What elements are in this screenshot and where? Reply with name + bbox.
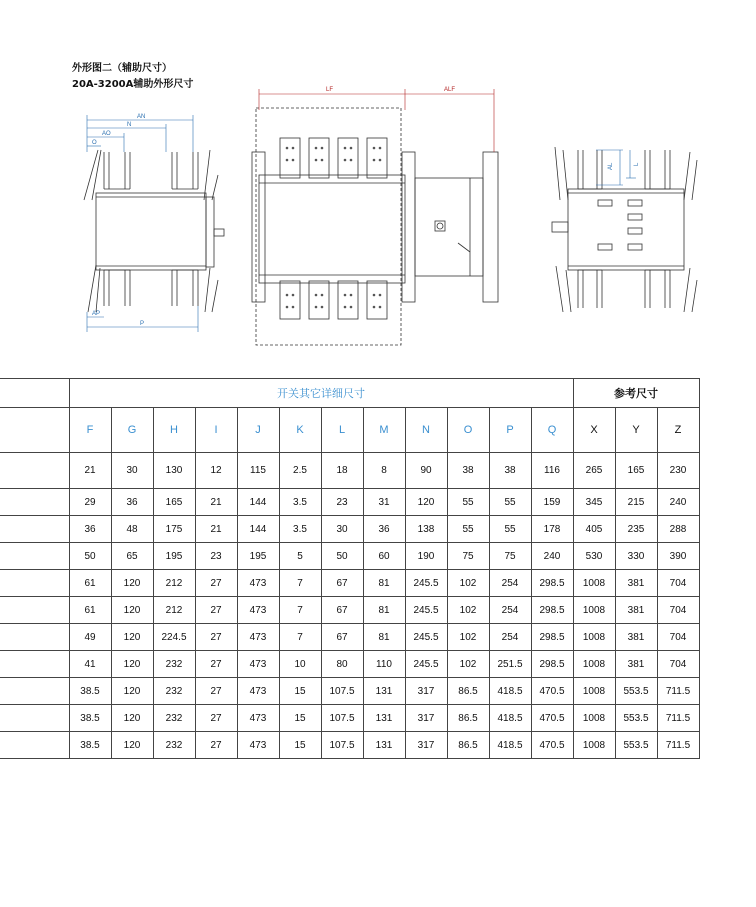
table-cell: 175 [153, 516, 195, 543]
table-cell: 27 [195, 678, 237, 705]
table-cell: 245.5 [405, 597, 447, 624]
table-cell: 7 [279, 597, 321, 624]
table-cell: 230 [657, 453, 699, 489]
table-cell: 15 [279, 678, 321, 705]
table-cell: 27 [195, 705, 237, 732]
table-cell: 130 [153, 453, 195, 489]
row-label-cell [0, 705, 69, 732]
table-cell: 120 [111, 678, 153, 705]
table-cell: 224.5 [153, 624, 195, 651]
table-row [0, 570, 699, 597]
column-header: L [321, 408, 363, 453]
column-header: H [153, 408, 195, 453]
table-cell: 3.5 [279, 516, 321, 543]
column-header: Z [657, 408, 699, 453]
table-cell: 390 [657, 543, 699, 570]
table-cell: 405 [573, 516, 615, 543]
table-corner-cell [0, 379, 69, 408]
table-cell: 30 [321, 516, 363, 543]
table-cell: 7 [279, 570, 321, 597]
table-cell: 27 [195, 651, 237, 678]
table-cell: 704 [657, 597, 699, 624]
row-label-cell [0, 543, 69, 570]
table-cell: 50 [321, 543, 363, 570]
table-cell: 21 [195, 516, 237, 543]
table-cell: 107.5 [321, 705, 363, 732]
table-cell: 10 [279, 651, 321, 678]
table-cell: 18 [321, 453, 363, 489]
table-cell: 21 [195, 489, 237, 516]
table-cell: 115 [237, 453, 279, 489]
column-header: X [573, 408, 615, 453]
table-cell: 711.5 [657, 705, 699, 732]
table-cell: 50 [69, 543, 111, 570]
table-cell: 55 [447, 516, 489, 543]
table-cell: 120 [111, 705, 153, 732]
table-cell: 27 [195, 624, 237, 651]
table-cell: 49 [69, 624, 111, 651]
label-ao: AO [102, 131, 111, 137]
table-cell: 473 [237, 570, 279, 597]
reference-title-cell: 参考尺寸 [573, 379, 699, 408]
table-cell: 470.5 [531, 705, 573, 732]
row-label-cell [0, 570, 69, 597]
column-header: Y [615, 408, 657, 453]
table-cell: 38.5 [69, 732, 111, 759]
table-cell: 144 [237, 489, 279, 516]
table-cell: 12 [195, 453, 237, 489]
center-view-dimensions [259, 89, 494, 152]
table-cell: 381 [615, 570, 657, 597]
table-cell: 704 [657, 624, 699, 651]
table-cell: 473 [237, 678, 279, 705]
table-cell: 81 [363, 597, 405, 624]
table-cell: 27 [195, 597, 237, 624]
column-header: K [279, 408, 321, 453]
table-cell: 553.5 [615, 732, 657, 759]
table-cell: 29 [69, 489, 111, 516]
table-cell: 15 [279, 705, 321, 732]
table-cell: 41 [69, 651, 111, 678]
table-cell: 711.5 [657, 678, 699, 705]
table-cell: 120 [111, 732, 153, 759]
table-cell: 90 [405, 453, 447, 489]
label-n: N [127, 122, 132, 128]
table-cell: 473 [237, 732, 279, 759]
table-cell: 86.5 [447, 732, 489, 759]
table-cell: 55 [489, 516, 531, 543]
table-cell: 131 [363, 705, 405, 732]
table-cell: 232 [153, 651, 195, 678]
table-row [0, 651, 699, 678]
table-row [0, 489, 699, 516]
table-cell: 1008 [573, 651, 615, 678]
table-cell: 38 [489, 453, 531, 489]
table-cell: 2.5 [279, 453, 321, 489]
table-cell: 195 [153, 543, 195, 570]
column-header: F [69, 408, 111, 453]
table-body [0, 453, 699, 759]
table-cell: 120 [111, 597, 153, 624]
row-label-cell [0, 678, 69, 705]
table-cell: 473 [237, 624, 279, 651]
table-cell: 27 [195, 732, 237, 759]
table-cell: 120 [111, 651, 153, 678]
table-row [0, 516, 699, 543]
table-cell: 288 [657, 516, 699, 543]
table-cell: 48 [111, 516, 153, 543]
table-cell: 530 [573, 543, 615, 570]
table-cell: 1008 [573, 705, 615, 732]
table-cell: 7 [279, 624, 321, 651]
row-label-cell [0, 624, 69, 651]
table-cell: 55 [447, 489, 489, 516]
label-l: L [634, 162, 640, 166]
table-cell: 1008 [573, 624, 615, 651]
table-cell: 107.5 [321, 732, 363, 759]
table-cell: 81 [363, 624, 405, 651]
table-cell: 144 [237, 516, 279, 543]
column-header: Q [531, 408, 573, 453]
table-cell: 473 [237, 597, 279, 624]
table-cell: 65 [111, 543, 153, 570]
table-cell: 240 [657, 489, 699, 516]
table-cell: 102 [447, 624, 489, 651]
table-cell: 298.5 [531, 570, 573, 597]
table-cell: 381 [615, 624, 657, 651]
row-label-cell [0, 453, 69, 489]
table-cell: 67 [321, 570, 363, 597]
table-cell: 5 [279, 543, 321, 570]
table-cell: 1008 [573, 570, 615, 597]
table-cell: 178 [531, 516, 573, 543]
table-cell: 704 [657, 651, 699, 678]
label-an: AN [137, 114, 146, 120]
table-cell: 38.5 [69, 678, 111, 705]
table-cell: 36 [69, 516, 111, 543]
table-cell: 317 [405, 732, 447, 759]
table-cell: 102 [447, 570, 489, 597]
dimension-table [0, 378, 700, 759]
table-cell: 381 [615, 651, 657, 678]
table-cell: 254 [489, 624, 531, 651]
table-cell: 23 [195, 543, 237, 570]
table-cell: 116 [531, 453, 573, 489]
table-cell: 470.5 [531, 678, 573, 705]
label-o: O [92, 140, 97, 146]
table-cell: 120 [111, 570, 153, 597]
table-cell: 138 [405, 516, 447, 543]
table-cell: 553.5 [615, 678, 657, 705]
table-cell: 473 [237, 705, 279, 732]
table-cell: 86.5 [447, 678, 489, 705]
table-cell: 81 [363, 570, 405, 597]
table-cell: 31 [363, 489, 405, 516]
row-label-cell [0, 516, 69, 543]
table-cell: 55 [489, 489, 531, 516]
table-row [0, 732, 699, 759]
left-view-drawing [84, 150, 224, 312]
column-header: I [195, 408, 237, 453]
table-cell: 1008 [573, 678, 615, 705]
table-cell: 131 [363, 678, 405, 705]
row-label-cell [0, 489, 69, 516]
table-cell: 232 [153, 705, 195, 732]
table-cell: 298.5 [531, 597, 573, 624]
table-cell: 254 [489, 597, 531, 624]
table-cell: 235 [615, 516, 657, 543]
table-cell: 102 [447, 597, 489, 624]
table-cell: 317 [405, 705, 447, 732]
heading-line-2: 20A-3200A辅助外形尺寸 [72, 79, 194, 90]
table-cell: 3.5 [279, 489, 321, 516]
column-header: J [237, 408, 279, 453]
table-cell: 102 [447, 651, 489, 678]
table-cell: 330 [615, 543, 657, 570]
table-cell: 61 [69, 597, 111, 624]
table-cell: 418.5 [489, 732, 531, 759]
table-row [0, 543, 699, 570]
heading-line-1: 外形图二（辅助尺寸） [72, 63, 172, 74]
table-cell: 75 [489, 543, 531, 570]
table-cell: 61 [69, 570, 111, 597]
right-view-drawing [552, 147, 697, 312]
table-cell: 27 [195, 570, 237, 597]
column-header: P [489, 408, 531, 453]
table-cell: 1008 [573, 732, 615, 759]
table-row [0, 624, 699, 651]
label-lf: LF [326, 87, 334, 93]
table-cell: 30 [111, 453, 153, 489]
table-cell: 470.5 [531, 732, 573, 759]
table-cell: 298.5 [531, 651, 573, 678]
table-cell: 317 [405, 678, 447, 705]
table-cell: 23 [321, 489, 363, 516]
table-cell: 553.5 [615, 705, 657, 732]
table-cell: 8 [363, 453, 405, 489]
table-cell: 190 [405, 543, 447, 570]
table-cell: 473 [237, 651, 279, 678]
table-cell: 232 [153, 678, 195, 705]
table-cell: 67 [321, 624, 363, 651]
table-cell: 245.5 [405, 624, 447, 651]
row-label-cell [0, 597, 69, 624]
column-header: G [111, 408, 153, 453]
table-cell: 240 [531, 543, 573, 570]
column-header: N [405, 408, 447, 453]
table-cell: 80 [321, 651, 363, 678]
table-cell: 245.5 [405, 570, 447, 597]
table-cell: 159 [531, 489, 573, 516]
table-cell: 298.5 [531, 624, 573, 651]
table-row [0, 678, 699, 705]
table-cell: 251.5 [489, 651, 531, 678]
table-cell: 704 [657, 570, 699, 597]
label-ap: AP [92, 311, 101, 317]
column-header-row [0, 408, 699, 453]
table-cell: 212 [153, 570, 195, 597]
table-cell: 107.5 [321, 678, 363, 705]
table-cell: 418.5 [489, 705, 531, 732]
table-cell: 345 [573, 489, 615, 516]
table-cell: 120 [405, 489, 447, 516]
group-title-cell: 开关其它详细尺寸 [69, 379, 573, 408]
center-view-drawing [252, 108, 498, 345]
table-cell: 1008 [573, 597, 615, 624]
table-cell: 254 [489, 570, 531, 597]
table-cell: 38.5 [69, 705, 111, 732]
table-cell: 195 [237, 543, 279, 570]
row-label-cell [0, 732, 69, 759]
column-header: O [447, 408, 489, 453]
table-cell: 711.5 [657, 732, 699, 759]
table-cell: 165 [153, 489, 195, 516]
row-label-cell [0, 651, 69, 678]
table-cell: 245.5 [405, 651, 447, 678]
table-cell: 86.5 [447, 705, 489, 732]
table-cell: 110 [363, 651, 405, 678]
table-cell: 265 [573, 453, 615, 489]
table-cell: 418.5 [489, 678, 531, 705]
table-group-header [0, 379, 699, 408]
table-cell: 36 [111, 489, 153, 516]
column-header: M [363, 408, 405, 453]
label-alf: ALF [444, 87, 456, 93]
table-cell: 60 [363, 543, 405, 570]
table-cell: 15 [279, 732, 321, 759]
table-cell: 75 [447, 543, 489, 570]
table-cell: 131 [363, 732, 405, 759]
table-cell: 21 [69, 453, 111, 489]
table-cell: 67 [321, 597, 363, 624]
table-row [0, 705, 699, 732]
label-p: P [140, 321, 145, 327]
table-row [0, 597, 699, 624]
table-cell: 381 [615, 597, 657, 624]
table-cell: 120 [111, 624, 153, 651]
table-cell: 36 [363, 516, 405, 543]
table-cell: 232 [153, 732, 195, 759]
outline-drawings [0, 0, 756, 360]
table-cell: 212 [153, 597, 195, 624]
label-al: AL [608, 162, 614, 170]
table-cell: 165 [615, 453, 657, 489]
table-cell: 38 [447, 453, 489, 489]
table-row [0, 453, 699, 489]
table-cell: 215 [615, 489, 657, 516]
row-label-header [0, 408, 69, 453]
